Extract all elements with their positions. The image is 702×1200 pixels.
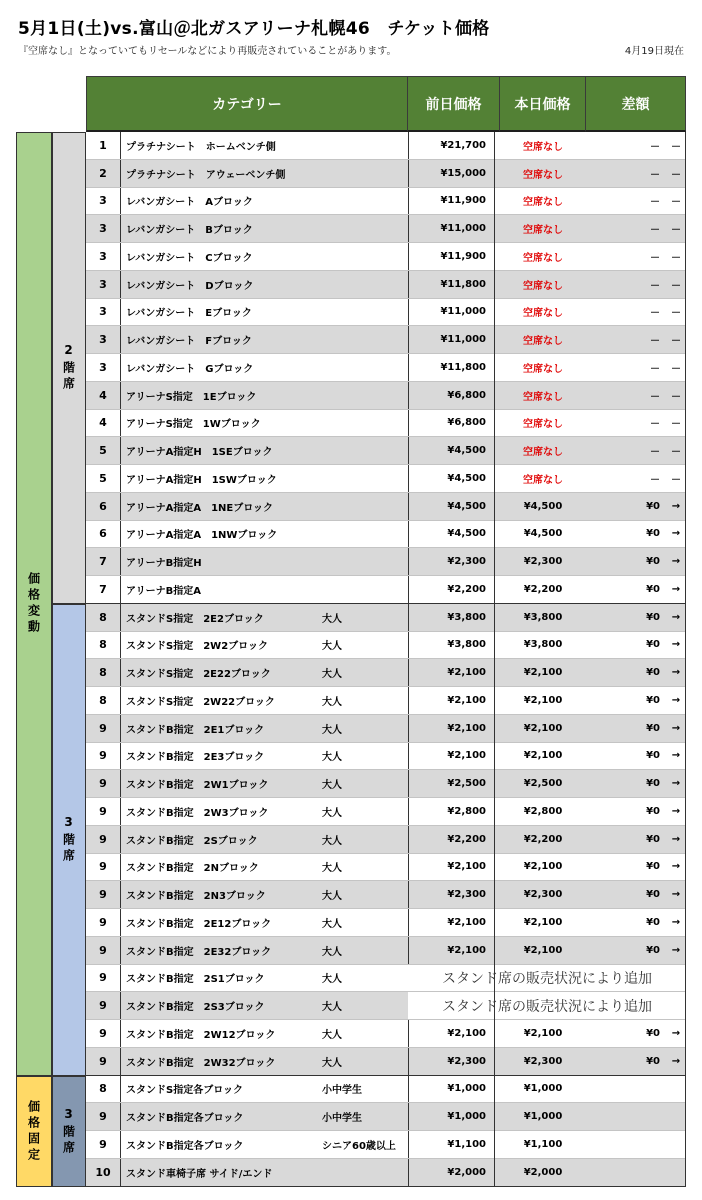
row-today-price: ¥1,000 [523,1083,563,1095]
row-number: 2 [86,160,121,187]
table-row [86,1076,686,1104]
table-row [86,354,686,382]
row-trend: － [671,252,681,264]
row-number: 9 [86,1020,121,1047]
row-prev-price: ¥2,100 [408,687,494,714]
row-diff [586,1159,666,1186]
row-diff [586,1076,666,1103]
row-subcategory: 大人 [322,863,342,875]
group-variable-price: 価格変動 [16,132,52,1076]
table-row [86,1131,686,1159]
row-number: 6 [86,521,121,548]
table-row [86,854,686,882]
row-diff: － [650,169,660,181]
row-category: レバンガシート Bブロック [126,225,253,237]
row-today-price: ¥2,100 [523,1027,563,1039]
table-row [86,937,686,965]
row-trend [666,1103,686,1130]
row-category: スタンドS指定 2E2ブロック [126,613,264,625]
row-today-price: ¥2,500 [523,778,563,790]
row-trend: － [671,363,681,375]
group-fixed-price: 価格固定 [16,1076,52,1187]
row-prev-price: ¥6,800 [408,410,494,437]
header-diff: 差額 [586,76,686,132]
price-table [16,132,686,1187]
row-number: 9 [86,1048,121,1075]
row-number: 9 [86,881,121,908]
row-today-price: ¥2,100 [523,750,563,762]
row-number: 9 [86,715,121,742]
row-category: アリーナA指定A 1NEブロック [126,502,274,514]
row-number: 10 [86,1159,121,1186]
row-category: アリーナA指定A 1NWブロック [126,530,278,542]
row-prev-price: ¥2,300 [408,548,494,575]
row-today-price: ¥2,300 [523,1055,563,1067]
row-category: プラチナシート ホームベンチ側 [126,141,276,153]
row-today-price: 空席なし [523,225,563,237]
table-row [86,410,686,438]
table-row [86,1159,686,1187]
row-number: 3 [86,243,121,270]
row-today-price: ¥2,100 [523,694,563,706]
row-trend: → [671,639,681,651]
row-category: アリーナA指定H 1SEブロック [126,447,273,459]
table-row [86,604,686,632]
row-diff: － [650,391,660,403]
group-floor-3-fixed: 3階席 [52,1076,86,1187]
row-trend: － [671,197,681,209]
row-diff: ¥0 [646,1027,660,1039]
row-today-price: 空席なし [523,447,563,459]
row-today-price: ¥2,200 [523,583,563,595]
row-trend: － [671,336,681,348]
row-today-price: 空席なし [523,252,563,264]
row-category: スタンドB指定 2W3ブロック [126,807,269,819]
table-row [86,465,686,493]
row-category: レバンガシート Aブロック [126,197,253,209]
table-row [86,1020,686,1048]
row-today-price: ¥1,100 [523,1138,563,1150]
row-subcategory: 大人 [322,613,342,625]
row-diff: ¥0 [646,916,660,928]
row-trend: → [671,1027,681,1039]
row-prev-price: ¥11,000 [408,215,494,242]
table-row [86,992,686,1020]
table-row [86,1048,686,1076]
row-today-price: ¥2,800 [523,805,563,817]
row-trend: → [671,556,681,568]
row-category: アリーナA指定H 1SWブロック [126,474,277,486]
row-prev-price: ¥2,100 [408,937,494,964]
row-trend: → [671,1055,681,1067]
table-row [86,299,686,327]
row-diff: － [650,252,660,264]
group-floor-2: 2階席 [52,132,86,604]
row-category: アリーナB指定H [126,558,202,570]
row-trend: → [671,944,681,956]
row-diff: ¥0 [646,805,660,817]
row-trend: → [671,833,681,845]
row-today-price: ¥2,100 [523,916,563,928]
row-category: スタンドB指定 2W1ブロック [126,780,269,792]
row-subcategory: 大人 [322,752,342,764]
row-prev-price: ¥2,800 [408,798,494,825]
row-today-price: 空席なし [523,474,563,486]
row-diff: － [650,447,660,459]
row-today-price: ¥3,800 [523,639,563,651]
row-number: 8 [86,687,121,714]
row-number: 9 [86,992,121,1019]
row-category: スタンドB指定 2S1ブロック [126,974,265,986]
header-today-price: 本日価格 [500,76,586,132]
row-trend: → [671,805,681,817]
row-prev-price: ¥2,100 [408,909,494,936]
row-today-price: ¥4,500 [523,528,563,540]
row-category: レバンガシート Fブロック [126,336,252,348]
row-today-price: ¥2,300 [523,889,563,901]
row-prev-price: ¥4,500 [408,465,494,492]
row-today-price: ¥2,000 [523,1166,563,1178]
row-number: 9 [86,770,121,797]
row-trend: → [671,861,681,873]
table-row [86,493,686,521]
row-trend: － [671,169,681,181]
row-number: 8 [86,659,121,686]
row-number: 9 [86,937,121,964]
table-row [86,326,686,354]
row-prev-price: ¥11,800 [408,271,494,298]
row-trend: → [671,750,681,762]
row-prev-price: ¥11,000 [408,299,494,326]
row-trend: － [671,225,681,237]
row-number: 9 [86,826,121,853]
row-subcategory: 大人 [322,669,342,681]
table-row [86,160,686,188]
row-category: スタンドB指定 2Sブロック [126,835,258,847]
row-prev-price: ¥2,100 [408,659,494,686]
row-diff: － [650,225,660,237]
row-category: アリーナS指定 1Wブロック [126,419,261,431]
row-number: 8 [86,604,121,631]
row-category: スタンドB指定 2W32ブロック [126,1057,276,1069]
row-category: スタンドB指定各ブロック [126,1140,244,1152]
row-today-price: ¥2,200 [523,833,563,845]
row-status-note: スタンド席の販売状況により追加 [408,965,686,992]
row-trend: － [671,447,681,459]
row-prev-price: ¥4,500 [408,521,494,548]
row-prev-price: ¥6,800 [408,382,494,409]
row-trend [666,1159,686,1186]
row-subcategory: 大人 [322,918,342,930]
row-subcategory: 大人 [322,835,342,847]
row-trend: → [671,889,681,901]
row-today-price: ¥1,000 [523,1111,563,1123]
row-diff: ¥0 [646,722,660,734]
row-trend: → [671,722,681,734]
row-trend: → [671,694,681,706]
row-today-price: 空席なし [523,141,563,153]
row-today-price: 空席なし [523,363,563,375]
table-row [86,909,686,937]
row-trend: → [671,528,681,540]
row-subcategory: 大人 [322,946,342,958]
row-number: 9 [86,743,121,770]
row-diff: ¥0 [646,1055,660,1067]
row-subcategory: 大人 [322,1057,342,1069]
row-prev-price: ¥15,000 [408,160,494,187]
row-subcategory: 大人 [322,807,342,819]
row-prev-price: ¥1,000 [408,1103,494,1130]
row-diff: ¥0 [646,944,660,956]
row-category: スタンドB指定 2S3ブロック [126,1002,265,1014]
row-today-price: ¥2,100 [523,861,563,873]
row-number: 9 [86,854,121,881]
row-number: 3 [86,326,121,353]
row-category: レバンガシート Gブロック [126,363,254,375]
row-prev-price: ¥11,900 [408,188,494,215]
table-row [86,548,686,576]
table-row [86,576,686,604]
as-of-date: 4月19日現在 [624,46,684,57]
row-diff: ¥0 [646,778,660,790]
row-prev-price: ¥2,500 [408,770,494,797]
row-trend: － [671,391,681,403]
row-trend: → [671,500,681,512]
row-prev-price: ¥2,000 [408,1159,494,1186]
row-category: レバンガシート Cブロック [126,252,253,264]
row-diff: ¥0 [646,694,660,706]
row-today-price: ¥2,100 [523,667,563,679]
table-row [86,715,686,743]
table-row [86,659,686,687]
row-trend: － [671,419,681,431]
row-number: 3 [86,215,121,242]
row-prev-price: ¥1,100 [408,1131,494,1158]
table-row [86,743,686,771]
row-number: 5 [86,437,121,464]
row-prev-price: ¥1,000 [408,1076,494,1103]
row-diff: ¥0 [646,833,660,845]
row-diff: － [650,280,660,292]
row-today-price: ¥2,100 [523,722,563,734]
row-number: 3 [86,299,121,326]
row-number: 3 [86,271,121,298]
row-number: 7 [86,548,121,575]
row-today-price: 空席なし [523,391,563,403]
row-diff: ¥0 [646,500,660,512]
row-trend: → [671,778,681,790]
row-category: アリーナB指定A [126,585,201,597]
table-row [86,881,686,909]
row-category: スタンドB指定 2E3ブロック [126,752,265,764]
row-subcategory: 小中学生 [322,1085,362,1097]
row-diff: ¥0 [646,861,660,873]
row-diff: ¥0 [646,528,660,540]
table-row [86,215,686,243]
header-category: カテゴリー [86,76,408,132]
row-diff: ¥0 [646,611,660,623]
row-prev-price: ¥2,100 [408,743,494,770]
row-trend: － [671,141,681,153]
row-prev-price: ¥21,700 [408,132,494,159]
row-number: 9 [86,1103,121,1130]
row-diff: ¥0 [646,556,660,568]
row-diff: － [650,363,660,375]
table-row [86,632,686,660]
row-prev-price: ¥11,900 [408,243,494,270]
row-diff: － [650,419,660,431]
row-today-price: 空席なし [523,169,563,181]
row-trend [666,1076,686,1103]
group-floor-3: 3階席 [52,604,86,1076]
row-subcategory: シニア60歳以上 [322,1140,396,1152]
row-category: アリーナS指定 1Eブロック [126,391,257,403]
row-number: 9 [86,909,121,936]
table-row [86,132,686,160]
row-number: 4 [86,410,121,437]
row-prev-price: ¥4,500 [408,437,494,464]
row-trend: → [671,583,681,595]
row-prev-price: ¥2,300 [408,881,494,908]
row-trend [666,1131,686,1158]
row-diff: － [650,308,660,320]
row-category: スタンドB指定 2W12ブロック [126,1029,276,1041]
row-today-price: 空席なし [523,336,563,348]
row-prev-price: ¥2,100 [408,1020,494,1047]
row-category: スタンドS指定各ブロック [126,1085,244,1097]
row-today-price: 空席なし [523,419,563,431]
page-title: 5月1日(土)vs.富山＠北ガスアリーナ札幌46 チケット価格 [18,19,490,39]
row-prev-price: ¥2,300 [408,1048,494,1075]
row-diff: － [650,141,660,153]
row-diff: － [650,197,660,209]
row-subcategory: 大人 [322,696,342,708]
row-trend: → [671,916,681,928]
row-subcategory: 大人 [322,891,342,903]
row-number: 8 [86,632,121,659]
row-category: レバンガシート Dブロック [126,280,254,292]
row-diff [586,1131,666,1158]
table-row [86,798,686,826]
row-category: スタンドB指定各ブロック [126,1113,244,1125]
row-trend: － [671,280,681,292]
table-row [86,271,686,299]
table-row [86,770,686,798]
row-prev-price: ¥2,100 [408,854,494,881]
row-today-price: ¥2,100 [523,944,563,956]
row-diff [586,1103,666,1130]
row-subcategory: 大人 [322,974,342,986]
row-diff: － [650,336,660,348]
row-trend: － [671,474,681,486]
row-status-note: スタンド席の販売状況により追加 [408,992,686,1019]
row-category: スタンドS指定 2W22ブロック [126,696,275,708]
row-today-price: 空席なし [523,308,563,320]
row-category: プラチナシート アウェーベンチ側 [126,169,286,181]
row-prev-price: ¥3,800 [408,604,494,631]
row-diff: ¥0 [646,639,660,651]
row-number: 1 [86,132,121,159]
row-diff: ¥0 [646,889,660,901]
row-diff: ¥0 [646,583,660,595]
row-trend: － [671,308,681,320]
table-row [86,437,686,465]
table-row [86,826,686,854]
row-prev-price: ¥2,200 [408,826,494,853]
table-row [86,687,686,715]
row-today-price: 空席なし [523,280,563,292]
row-subcategory: 大人 [322,1002,342,1014]
row-number: 9 [86,965,121,992]
row-today-price: ¥3,800 [523,611,563,623]
row-category: スタンドB指定 2N3ブロック [126,891,266,903]
row-number: 6 [86,493,121,520]
table-row [86,965,686,993]
row-number: 5 [86,465,121,492]
row-category: スタンド車椅子席 サイド/エンド [126,1168,273,1180]
row-category: スタンドB指定 2E32ブロック [126,946,272,958]
row-prev-price: ¥3,800 [408,632,494,659]
row-prev-price: ¥2,200 [408,576,494,603]
row-diff: － [650,474,660,486]
row-number: 9 [86,1131,121,1158]
row-category: スタンドB指定 2E12ブロック [126,918,272,930]
row-subcategory: 大人 [322,641,342,653]
table-header [86,76,686,132]
row-number: 3 [86,354,121,381]
row-number: 7 [86,576,121,603]
row-today-price: ¥4,500 [523,500,563,512]
row-prev-price: ¥2,100 [408,715,494,742]
row-number: 3 [86,188,121,215]
row-today-price: ¥2,300 [523,556,563,568]
row-trend: → [671,611,681,623]
row-diff: ¥0 [646,667,660,679]
table-row [86,243,686,271]
row-category: スタンドS指定 2E22ブロック [126,669,271,681]
row-subcategory: 大人 [322,724,342,736]
row-prev-price: ¥4,500 [408,493,494,520]
row-diff: ¥0 [646,750,660,762]
row-number: 9 [86,798,121,825]
table-row [86,188,686,216]
row-category: スタンドB指定 2Nブロック [126,863,259,875]
resale-note: 『空席なし』となっていてもリセールなどにより再販売されていることがあります。 [18,46,397,57]
row-prev-price: ¥11,800 [408,354,494,381]
table-row [86,1103,686,1131]
row-subcategory: 小中学生 [322,1113,362,1125]
table-row [86,382,686,410]
row-number: 8 [86,1076,121,1103]
row-category: スタンドS指定 2W2ブロック [126,641,268,653]
row-subcategory: 大人 [322,1029,342,1041]
row-category: レバンガシート Eブロック [126,308,252,320]
row-trend: → [671,667,681,679]
header-prev-price: 前日価格 [408,76,500,132]
row-subcategory: 大人 [322,780,342,792]
table-row [86,521,686,549]
row-prev-price: ¥11,000 [408,326,494,353]
row-category: スタンドB指定 2E1ブロック [126,724,265,736]
row-today-price: 空席なし [523,197,563,209]
row-number: 4 [86,382,121,409]
